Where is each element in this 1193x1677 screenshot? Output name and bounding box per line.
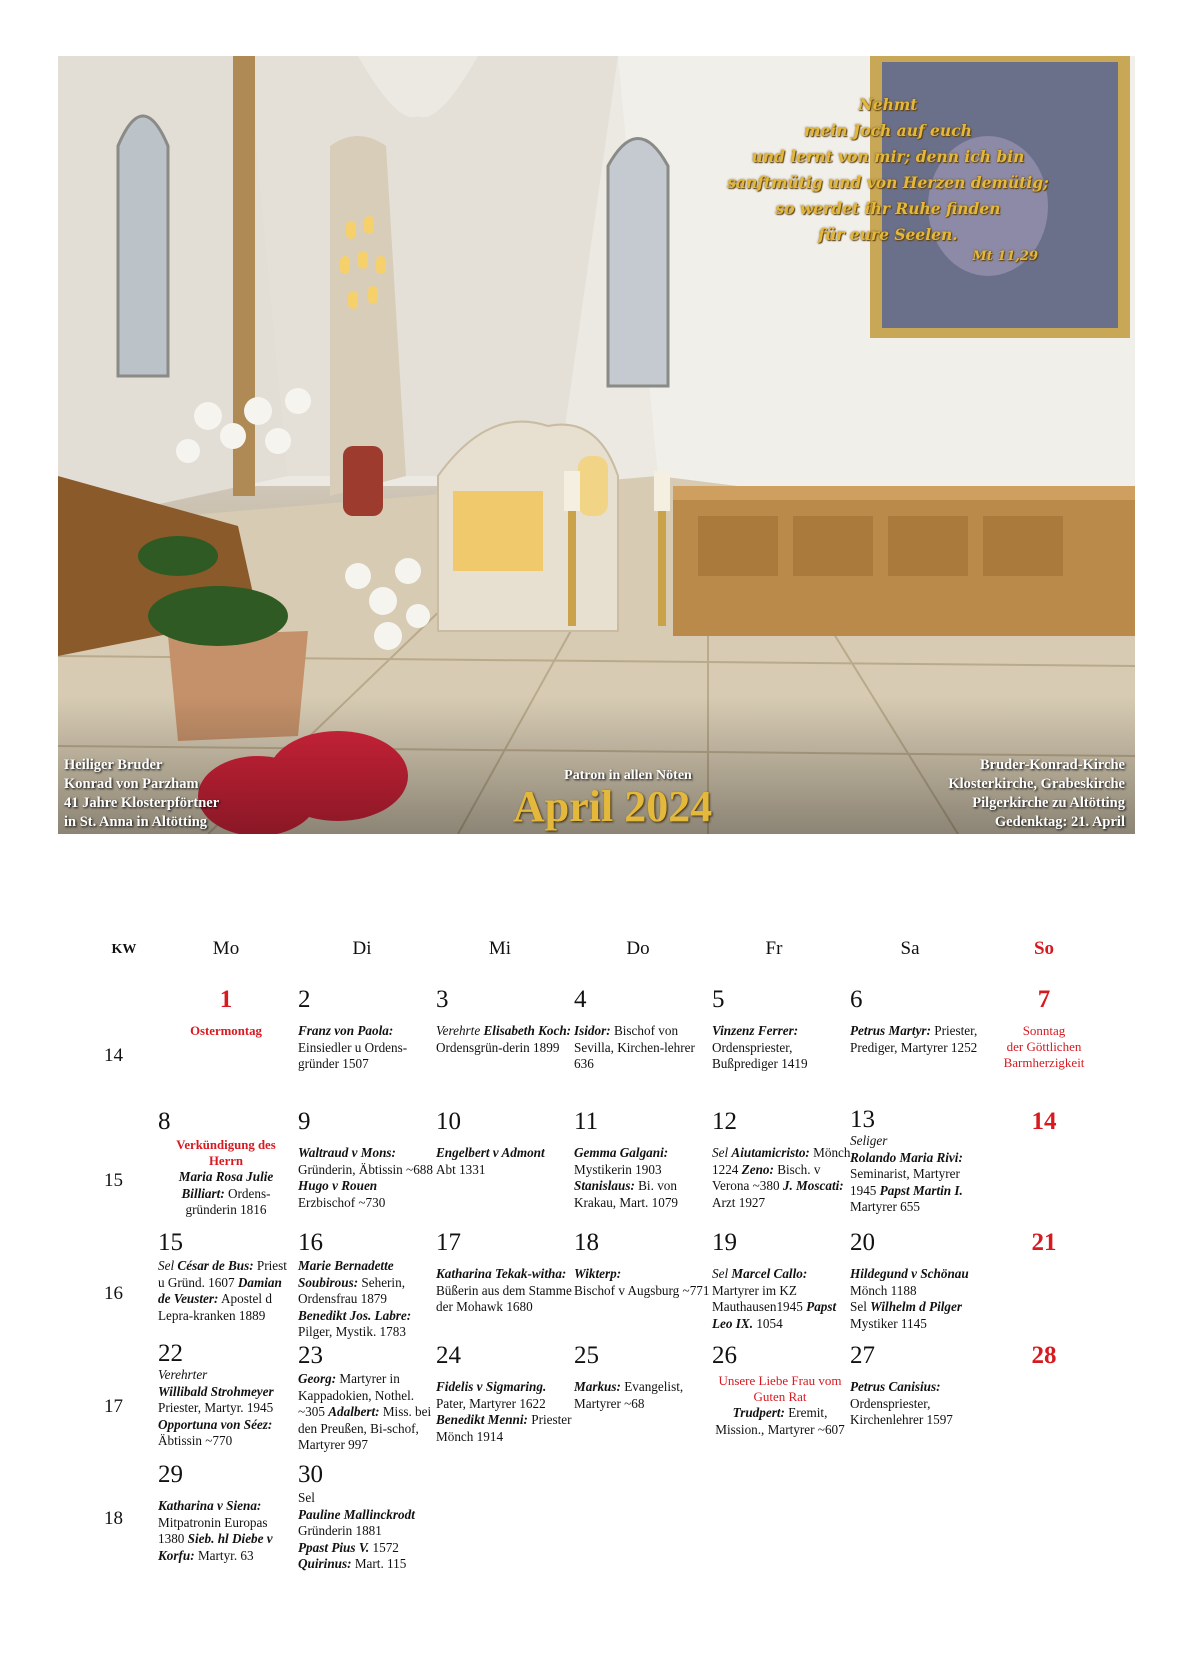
day-cell (976, 1228, 1112, 1266)
saint-name: Benedikt Jos. Labre: (298, 1307, 412, 1323)
saint-prefix: Verehrte (436, 1023, 481, 1038)
day-cell (976, 985, 1112, 1071)
day-cell (158, 1460, 294, 1564)
saint-name: Sieb. hl Diebe v Korfu: (158, 1531, 273, 1563)
week-number: 14 (104, 1045, 123, 1066)
day-number: 13 (850, 1106, 875, 1133)
day-number: 22 (158, 1340, 183, 1367)
feast-label: Unsere Liebe Frau vom Guten Rat (718, 1373, 842, 1404)
saint-name: Fidelis v Sigmaring. (436, 1379, 547, 1394)
caption-line: Bruder-Konrad-Kirche (980, 757, 1125, 773)
saint-name: Willibald Strohmeyer (158, 1383, 274, 1399)
saint-description: Seherin, Ordensfrau 1879 (298, 1274, 405, 1306)
caption-right (948, 756, 1125, 832)
saint-name: Georg: (298, 1371, 337, 1386)
saint-description: Büßerin aus dem Stamme der Mohawk 1680 (436, 1282, 572, 1314)
saint-description: Miss. bei den Preußen, Bi-schof, Martyrer 997 (298, 1404, 432, 1452)
saint-name: Rolando Maria Rivi: (850, 1149, 963, 1165)
day-number: 26 (712, 1342, 737, 1369)
saint-name: Petrus Canisius: (850, 1379, 941, 1394)
saint-description: Gründerin, Äbtissin ~688 (298, 1161, 433, 1177)
day-number: 6 (850, 986, 863, 1013)
saint-name: Papst Martin I. (879, 1182, 963, 1198)
day-number: 3 (436, 986, 449, 1013)
weekday-sa: Sa (900, 938, 920, 959)
saint-description: Ordens-gründerin 1816 (185, 1185, 271, 1217)
quote-line: und lernt von mir; denn ich bin (751, 147, 1025, 166)
saint-name: Waltraud v Mons: (298, 1145, 396, 1160)
saint-prefix: Sel (712, 1145, 729, 1160)
caption-line: Konrad von Parzham (64, 776, 199, 792)
day-cell (574, 1107, 710, 1211)
day-number: 20 (850, 1229, 875, 1256)
feast-label: Verkündigung des Herrn (176, 1138, 276, 1168)
saint-prefix: Verehrter (158, 1367, 208, 1382)
saint-description: Bisch. v Verona ~380 (712, 1161, 821, 1193)
saint-description: Mitpatronin Europas 1380 (158, 1514, 268, 1546)
saint-name: Hildegund v Schönau (850, 1266, 969, 1281)
day-cell (712, 1228, 848, 1332)
day-number: 29 (158, 1461, 183, 1488)
saint-description: Äbtissin ~770 (158, 1433, 233, 1448)
quote-line: so werdet ihr Ruhe finden (775, 199, 1001, 218)
quote-reference: Mt 11,29 (972, 249, 1038, 264)
saint-name: Marcel Callo: (731, 1266, 808, 1281)
saint-description: Mart. 115 (354, 1556, 407, 1571)
caption-line: 41 Jahre Klosterpförtner (64, 795, 220, 811)
saint-description: Mystiker 1145 (850, 1315, 927, 1331)
weekday-mo: Mo (212, 938, 240, 959)
saint-description: Mönch 1224 (712, 1145, 851, 1177)
church-photo (58, 56, 1135, 834)
day-number: 21 (1031, 1229, 1057, 1256)
day-number: 5 (712, 986, 725, 1013)
day-cell (850, 985, 986, 1056)
day-number: 24 (436, 1342, 461, 1369)
saint-description: Priest u Gründ. 1607 (158, 1258, 287, 1290)
saint-description: Martyrer in Kappadokien, Nothel. ~305 (298, 1371, 415, 1419)
day-cell (574, 1341, 710, 1412)
saint-name: Wikterp: (574, 1266, 622, 1281)
saint-name: Opportuna von Séez: (158, 1416, 273, 1432)
feast-label: der Göttlichen (1006, 1039, 1082, 1054)
weekday-fr: Fr (765, 938, 783, 959)
caption-line: in St. Anna in Altötting (64, 814, 208, 830)
quote-line: sanftmütig und von Herzen demütig; (727, 173, 1049, 192)
day-cell (298, 1460, 434, 1573)
caption-line: Pilgerkirche zu Altötting (972, 795, 1125, 811)
saint-name: Hugo v Rouen (298, 1178, 378, 1193)
saint-name: Aiutamicristo: (731, 1145, 810, 1160)
day-cell (158, 985, 294, 1039)
saint-description: Apostel d Lepra-kranken 1889 (158, 1291, 272, 1323)
saint-description: Gründerin 1881 (298, 1523, 382, 1538)
day-cell (712, 985, 848, 1073)
saint-description: Mystikerin 1903 (574, 1161, 662, 1177)
feast-label: Ostermontag (190, 1024, 262, 1038)
saint-description: Priester Mönch 1914 (436, 1412, 572, 1444)
day-number: 2 (298, 986, 311, 1013)
day-cell (574, 1228, 710, 1299)
day-number: 17 (436, 1229, 461, 1256)
week-number: 16 (104, 1283, 123, 1304)
saint-name: Petrus Martyr: (850, 1023, 931, 1038)
saint-name: Vinzenz Ferrer: (712, 1023, 799, 1038)
weekday-mi: Mi (488, 938, 512, 959)
week-number: 15 (104, 1170, 123, 1191)
weekday-di: Di (352, 938, 372, 959)
quote-line: für eure Seelen. (818, 225, 958, 244)
feast-label: Barmherzigkeit (1003, 1055, 1085, 1070)
weekday-do: Do (626, 938, 650, 959)
day-cell (976, 1107, 1112, 1145)
day-number: 30 (298, 1461, 323, 1488)
saint-prefix: Sel (850, 1299, 867, 1314)
saint-description: Seminarist, Martyrer 1945 (850, 1166, 960, 1198)
day-number: 19 (712, 1229, 737, 1256)
day-number: 7 (1037, 986, 1051, 1013)
saint-entry (712, 1405, 848, 1438)
saint-description: Mönch 1188 (850, 1282, 917, 1298)
day-cell (298, 1107, 434, 1211)
day-number: 9 (298, 1108, 311, 1135)
day-cell (850, 1341, 986, 1429)
saint-description: Abt 1331 (436, 1161, 486, 1177)
day-number: 14 (1031, 1108, 1057, 1135)
saint-name: Wilhelm d Pilger (870, 1299, 962, 1314)
saint-description: Einsiedler u Ordens-gründer 1507 (298, 1039, 408, 1071)
saint-entry (158, 1169, 294, 1219)
saint-name: Maria Rosa Julie Billiart: (178, 1169, 274, 1201)
day-cell (712, 1341, 848, 1438)
week-number: 18 (104, 1508, 123, 1529)
day-number: 11 (574, 1108, 599, 1135)
saint-description: Ordenspriester, Kirchenlehrer 1597 (850, 1395, 953, 1427)
caption-line: Heiliger Bruder (64, 757, 163, 773)
saint-name: Pauline Mallinckrodt (298, 1506, 415, 1522)
day-cell (158, 1228, 294, 1324)
saint-name: Elisabeth Koch: (483, 1023, 572, 1038)
day-cell (158, 1107, 294, 1219)
saint-name: Benedikt Menni: (436, 1412, 528, 1427)
saint-name: Markus: (574, 1379, 621, 1394)
day-cell (850, 1228, 986, 1332)
saint-description: Martyr. 63 (197, 1547, 254, 1563)
day-cell (436, 1228, 572, 1316)
day-number: 16 (298, 1229, 323, 1256)
day-number: 18 (574, 1229, 599, 1256)
saint-description: Ordensgrün-derin 1899 (436, 1039, 560, 1055)
saint-name: Franz von Paola: (298, 1023, 394, 1038)
day-number: 15 (158, 1229, 183, 1256)
saint-description: Arzt 1927 (712, 1194, 766, 1210)
saint-prefix: Sel (158, 1258, 175, 1273)
day-number: 8 (158, 1108, 171, 1135)
caption-line: Gedenktag: 21. April (994, 814, 1125, 830)
day-cell (436, 1341, 572, 1445)
saint-name: J. Moscati: (782, 1178, 844, 1193)
saint-description: Ordenspriester, Bußprediger 1419 (712, 1039, 808, 1071)
patron-subtitle: Patron in allen Nöten (564, 768, 692, 783)
quote-line: Nehmt (858, 95, 918, 114)
saint-name: César de Bus: (177, 1258, 254, 1273)
saint-description: 1572 (372, 1539, 399, 1555)
week-number: 17 (104, 1396, 123, 1417)
saint-description: Bischof v Augsburg ~771 (574, 1282, 710, 1298)
day-cell (712, 1107, 852, 1211)
saint-description: Pater, Martyrer 1622 (436, 1395, 546, 1411)
saint-name: Zeno: (741, 1161, 774, 1177)
saint-name: Damian de Veuster: (158, 1274, 282, 1306)
saint-description: Priester, Martyr. 1945 (158, 1400, 274, 1415)
day-number: 1 (219, 986, 233, 1013)
saint-description: Bischof von Sevilla, Kirchen-lehrer 636 (574, 1023, 695, 1071)
saint-name: Quirinus: (298, 1556, 352, 1571)
saint-name: Papst Leo IX. (712, 1299, 837, 1331)
quote-line: mein Joch auf euch (804, 121, 972, 140)
saint-description: Pilger, Mystik. 1783 (298, 1324, 406, 1339)
day-number: 10 (436, 1108, 461, 1135)
saint-name: Katharina v Siena: (158, 1498, 262, 1513)
saint-name: Ppast Pius V. (298, 1539, 370, 1555)
day-number: 12 (712, 1108, 737, 1135)
feast-label: Sonntag (1022, 1023, 1066, 1038)
day-cell (298, 1341, 434, 1454)
saint-description: Martyrer 655 (850, 1199, 920, 1214)
day-cell (976, 1341, 1112, 1379)
saint-name: Trudpert: (732, 1405, 785, 1420)
day-number: 27 (850, 1342, 875, 1369)
kw-header: KW (111, 942, 137, 957)
saint-description: 1054 (756, 1315, 783, 1331)
saint-name: Gemma Galgani: (574, 1145, 669, 1160)
weekday-so: So (1033, 938, 1055, 959)
saint-prefix: Sel (298, 1490, 315, 1505)
month-title: April 2024 (513, 782, 713, 831)
saint-name: Isidor: (574, 1023, 611, 1038)
day-cell (436, 1107, 572, 1178)
day-cell (298, 1228, 434, 1341)
saint-name: Marie Bernadette Soubirous: (298, 1258, 394, 1290)
caption-left (64, 756, 219, 832)
day-number: 23 (298, 1342, 323, 1369)
saint-prefix: Sel (712, 1266, 729, 1281)
saint-name: Adalbert: (328, 1404, 380, 1419)
day-cell (850, 1107, 986, 1216)
saint-name: Engelbert v Admont (436, 1145, 545, 1160)
day-cell (574, 985, 710, 1073)
saint-description: Priester, Prediger, Martyrer 1252 (850, 1023, 978, 1055)
saint-description: Bi. von Krakau, Mart. 1079 (574, 1178, 679, 1210)
day-cell (298, 985, 434, 1073)
saint-description: Evangelist, Martyrer ~68 (574, 1379, 684, 1411)
saint-name: Katharina Tekak-witha: (436, 1266, 567, 1281)
day-cell (436, 985, 572, 1056)
saint-prefix: Seliger (850, 1133, 888, 1148)
saint-name: Stanislaus: (574, 1178, 635, 1193)
saint-description: Martyrer im KZ Mauthausen1945 (712, 1282, 803, 1314)
caption-line: Klosterkirche, Grabeskirche (948, 776, 1125, 792)
day-number: 4 (574, 986, 587, 1013)
day-cell (158, 1341, 294, 1450)
saint-description: Erzbischof ~730 (298, 1194, 386, 1210)
day-number: 25 (574, 1342, 599, 1369)
bible-quote (698, 92, 1078, 266)
day-number: 28 (1031, 1342, 1057, 1369)
saint-description: Eremit, Mission., Martyrer ~607 (715, 1405, 845, 1437)
